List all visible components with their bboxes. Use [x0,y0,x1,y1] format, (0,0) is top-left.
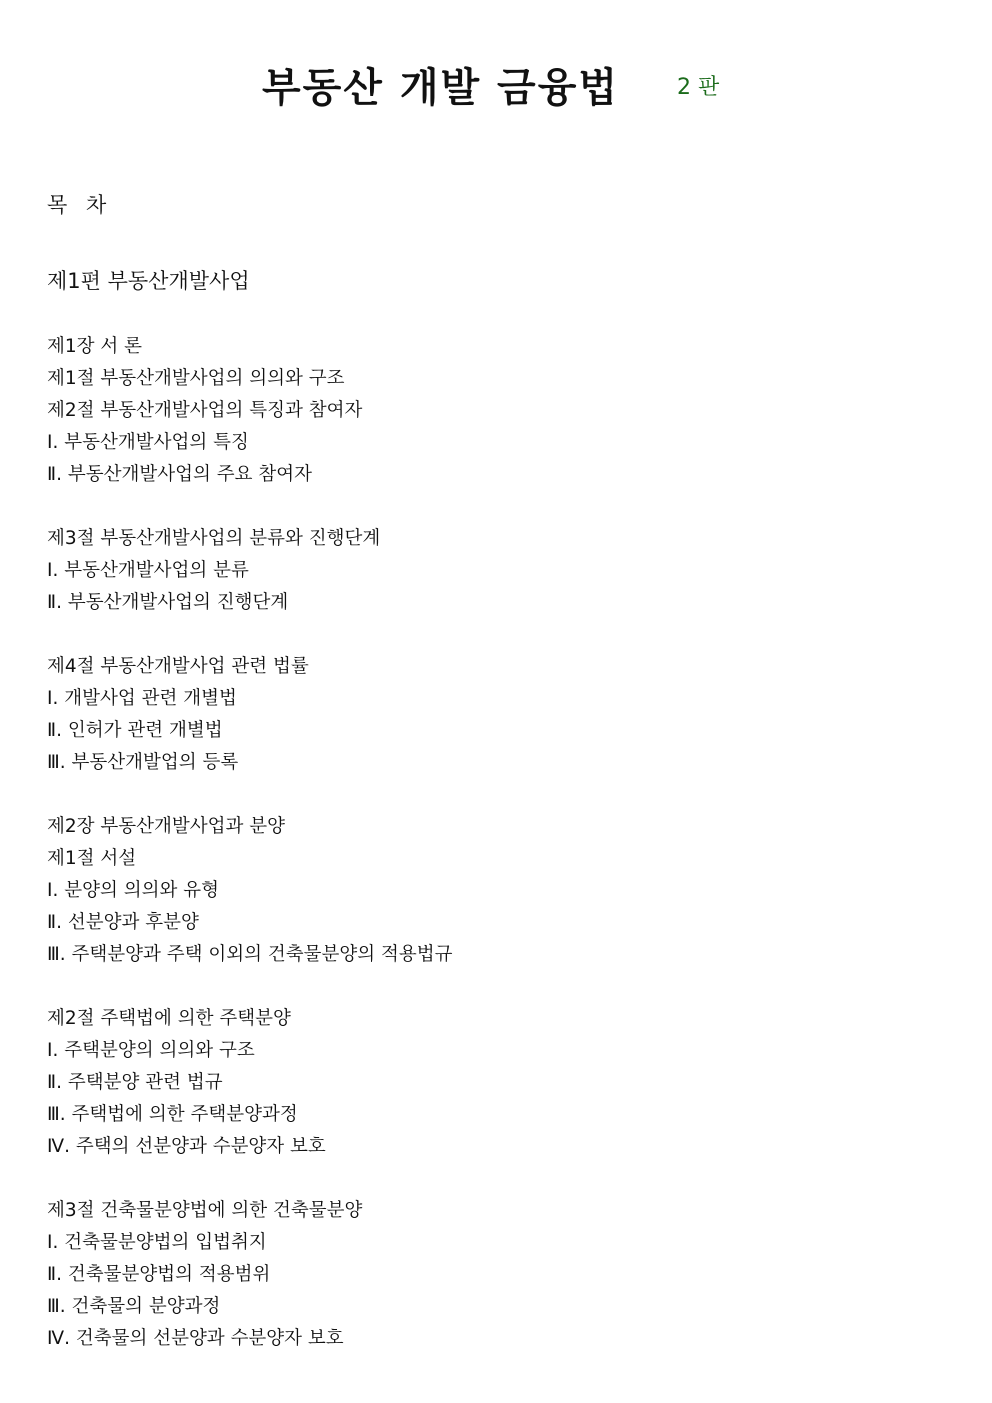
toc-item: Ⅰ. 부동산개발사업의 특징 [47,432,249,453]
toc-item: Ⅰ. 분양의 의의와 유형 [47,880,219,901]
toc-list [47,331,947,1355]
toc-item: Ⅰ. 부동산개발사업의 분류 [47,560,249,581]
toc-item: 제3절 부동산개발사업의 분류와 진행단계 [47,528,381,549]
title-row [0,58,992,118]
toc-item: Ⅱ. 인허가 관련 개별법 [47,720,223,741]
toc-item: Ⅲ. 부동산개발업의 등록 [47,752,239,773]
toc-item: 제2장 부동산개발사업과 분양 [47,816,285,837]
toc-item: 제2절 주택법에 의한 주택분양 [47,1008,291,1029]
toc-item: Ⅰ. 건축물분양법의 입법취지 [47,1232,267,1253]
toc-item: 제1절 부동산개발사업의 의의와 구조 [47,368,345,389]
toc-item: 제3절 건축물분양법에 의한 건축물분양 [47,1200,363,1221]
toc-gap [47,619,947,651]
toc-item: Ⅱ. 부동산개발사업의 주요 참여자 [47,464,312,485]
toc-item: Ⅱ. 부동산개발사업의 진행단계 [47,592,289,613]
part-title: 제1편 부동산개발사업 [47,269,250,293]
toc-gap [47,971,947,1003]
toc-item: Ⅲ. 주택분양과 주택 이외의 건축물분양의 적용법규 [47,944,453,965]
toc-item: Ⅳ. 주택의 선분양과 수분양자 보호 [47,1136,326,1157]
toc-gap [47,491,947,523]
toc-item: Ⅲ. 건축물의 분양과정 [47,1296,221,1317]
toc-item: 제1장 서 론 [47,336,143,357]
toc-item: Ⅰ. 개발사업 관련 개별법 [47,688,237,709]
toc-item: Ⅳ. 건축물의 선분양과 수분양자 보호 [47,1328,344,1349]
toc-gap [47,779,947,811]
toc-item: Ⅲ. 주택법에 의한 주택분양과정 [47,1104,298,1125]
toc-gap [47,1163,947,1195]
toc-heading: 목 차 [47,193,113,217]
toc-item: Ⅰ. 주택분양의 의의와 구조 [47,1040,255,1061]
toc-item: 제1절 서설 [47,848,137,869]
toc-item: 제4절 부동산개발사업 관련 법률 [47,656,309,677]
page-title: 부동산 개발 금융법 [262,65,619,111]
edition-label: 2 판 [677,75,720,100]
toc-item: Ⅱ. 주택분양 관련 법규 [47,1072,223,1093]
toc-item: Ⅱ. 선분양과 후분양 [47,912,199,933]
toc-item: 제2절 부동산개발사업의 특징과 참여자 [47,400,363,421]
toc-item: Ⅱ. 건축물분양법의 적용범위 [47,1264,271,1285]
